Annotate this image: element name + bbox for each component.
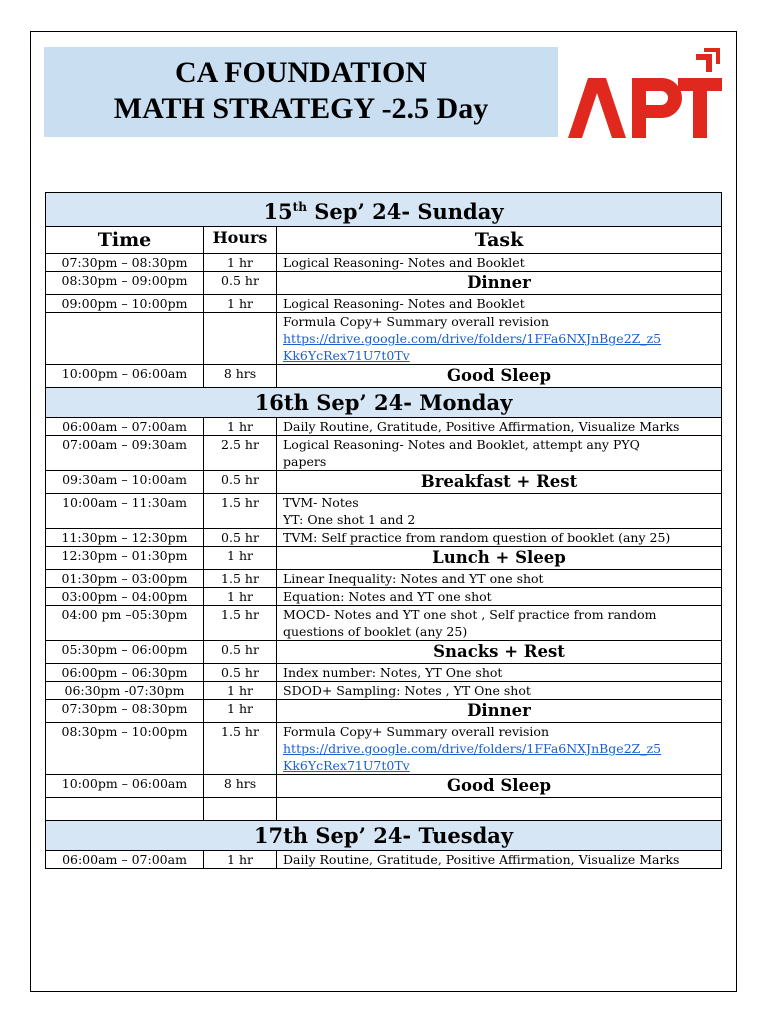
table-row	[46, 436, 722, 471]
time-cell: 03:00pm – 04:00pm	[46, 588, 204, 606]
logo-p	[632, 78, 682, 138]
table-row	[46, 295, 722, 313]
time-cell: 09:30am – 10:00am	[46, 471, 204, 494]
task-cell: TVM- Notes YT: One shot 1 and 2	[277, 494, 722, 529]
task-cell: Logical Reasoning- Notes and Booklet, attempt any PYQ papers	[277, 436, 722, 471]
break-cell: Snacks + Rest	[277, 641, 722, 664]
table-row	[46, 851, 722, 869]
hours-cell: 0.5 hr	[204, 272, 277, 295]
time-cell: 06:00pm – 06:30pm	[46, 664, 204, 682]
task-cell: MOCD- Notes and YT one shot , Self practice from random questions of booklet (any 25)	[277, 606, 722, 641]
hours-cell: 1 hr	[204, 682, 277, 700]
task-cell: Daily Routine, Gratitude, Positive Affirmation, Visualize Marks	[277, 418, 722, 436]
hours-cell: 1.5 hr	[204, 606, 277, 641]
table-row	[46, 641, 722, 664]
hours-cell: 2.5 hr	[204, 436, 277, 471]
break-cell: Good Sleep	[277, 775, 722, 798]
table-row	[46, 723, 722, 775]
empty-cell	[204, 798, 277, 821]
hours-cell: 1 hr	[204, 547, 277, 570]
day-header-sunday	[46, 193, 722, 227]
task-column-header: Task	[277, 227, 722, 254]
hours-cell: 1 hr	[204, 418, 277, 436]
logo-t	[678, 78, 722, 138]
time-cell: 10:00pm – 06:00am	[46, 365, 204, 388]
time-cell: 05:30pm – 06:00pm	[46, 641, 204, 664]
break-cell: Good Sleep	[277, 365, 722, 388]
schedule-table	[45, 192, 722, 869]
title-line-2: MATH STRATEGY -2.5 Day	[113, 92, 489, 125]
table-row	[46, 418, 722, 436]
task-cell: SDOD+ Sampling: Notes , YT One shot	[277, 682, 722, 700]
hours-column-header: Hours	[204, 227, 277, 254]
table-row	[46, 254, 722, 272]
time-cell-empty	[46, 313, 204, 365]
apt-logo	[566, 48, 722, 140]
task-cell: Linear Inequality: Notes and YT one shot	[277, 570, 722, 588]
hours-cell-empty	[204, 313, 277, 365]
task-cell: Logical Reasoning- Notes and Booklet	[277, 254, 722, 272]
time-cell: 10:00pm – 06:00am	[46, 775, 204, 798]
table-row	[46, 494, 722, 529]
task-text: Formula Copy+ Summary overall revision	[283, 724, 550, 739]
time-cell: 06:30pm -07:30pm	[46, 682, 204, 700]
hours-cell: 1 hr	[204, 588, 277, 606]
time-cell: 09:00pm – 10:00pm	[46, 295, 204, 313]
table-row	[46, 529, 722, 547]
time-cell: 04:00 pm –05:30pm	[46, 606, 204, 641]
task-cell	[277, 313, 722, 365]
hours-cell: 0.5 hr	[204, 529, 277, 547]
time-column-header: Time	[46, 227, 204, 254]
time-cell: 08:30pm – 09:00pm	[46, 272, 204, 295]
day-title: 17th Sep’ 24- Tuesday	[46, 821, 722, 851]
drive-link[interactable]: https://drive.google.com/drive/folders/1FFa6NXJnBge2Z_z5 Kk6YcRex71U7t0Tv	[283, 741, 662, 773]
task-cell: Daily Routine, Gratitude, Positive Affirmation, Visualize Marks	[277, 851, 722, 869]
title-banner	[44, 47, 558, 137]
title-line-1: CA FOUNDATION	[175, 56, 427, 89]
column-header-row	[46, 227, 722, 254]
break-cell: Dinner	[277, 700, 722, 723]
table-row	[46, 365, 722, 388]
table-row	[46, 588, 722, 606]
time-cell: 12:30pm – 01:30pm	[46, 547, 204, 570]
time-cell: 11:30pm – 12:30pm	[46, 529, 204, 547]
table-row	[46, 547, 722, 570]
time-cell: 01:30pm – 03:00pm	[46, 570, 204, 588]
hours-cell: 1.5 hr	[204, 570, 277, 588]
apt-logo-mark	[568, 48, 722, 138]
logo-corner-large	[696, 54, 712, 72]
day-title: 16th Sep’ 24- Monday	[46, 388, 722, 418]
task-cell	[277, 723, 722, 775]
logo-a-right-stroke	[592, 78, 626, 138]
time-cell: 06:00am – 07:00am	[46, 418, 204, 436]
table-row	[46, 272, 722, 295]
day-title: 15th Sep’ 24- Sunday	[46, 193, 722, 227]
time-cell: 08:30pm – 10:00pm	[46, 723, 204, 775]
time-cell: 07:30pm – 08:30pm	[46, 700, 204, 723]
time-cell: 07:00am – 09:30am	[46, 436, 204, 471]
hours-cell: 1 hr	[204, 295, 277, 313]
table-row	[46, 700, 722, 723]
task-cell: Logical Reasoning- Notes and Booklet	[277, 295, 722, 313]
table-row	[46, 570, 722, 588]
hours-cell: 1.5 hr	[204, 723, 277, 775]
hours-cell: 1 hr	[204, 851, 277, 869]
task-text: Formula Copy+ Summary overall revision	[283, 314, 550, 329]
break-cell: Breakfast + Rest	[277, 471, 722, 494]
table-row	[46, 471, 722, 494]
hours-cell: 8 hrs	[204, 365, 277, 388]
table-row	[46, 606, 722, 641]
hours-cell: 1 hr	[204, 254, 277, 272]
drive-link[interactable]: https://drive.google.com/drive/folders/1FFa6NXJnBge2Z_z5 Kk6YcRex71U7t0Tv	[283, 331, 662, 363]
time-cell: 07:30pm – 08:30pm	[46, 254, 204, 272]
task-cell: Equation: Notes and YT one shot	[277, 588, 722, 606]
break-cell: Dinner	[277, 272, 722, 295]
hours-cell: 8 hrs	[204, 775, 277, 798]
table-row	[46, 313, 722, 365]
day-header-tuesday	[46, 821, 722, 851]
task-cell: TVM: Self practice from random question of booklet (any 25)	[277, 529, 722, 547]
hours-cell: 0.5 hr	[204, 664, 277, 682]
table-row	[46, 682, 722, 700]
break-cell: Lunch + Sleep	[277, 547, 722, 570]
hours-cell: 0.5 hr	[204, 471, 277, 494]
empty-row	[46, 798, 722, 821]
hours-cell: 0.5 hr	[204, 641, 277, 664]
hours-cell: 1.5 hr	[204, 494, 277, 529]
time-cell: 10:00am – 11:30am	[46, 494, 204, 529]
table-row	[46, 664, 722, 682]
time-cell: 06:00am – 07:00am	[46, 851, 204, 869]
empty-cell	[277, 798, 722, 821]
task-cell: Index number: Notes, YT One shot	[277, 664, 722, 682]
table-row	[46, 775, 722, 798]
hours-cell: 1 hr	[204, 700, 277, 723]
day-header-monday	[46, 388, 722, 418]
empty-cell	[46, 798, 204, 821]
